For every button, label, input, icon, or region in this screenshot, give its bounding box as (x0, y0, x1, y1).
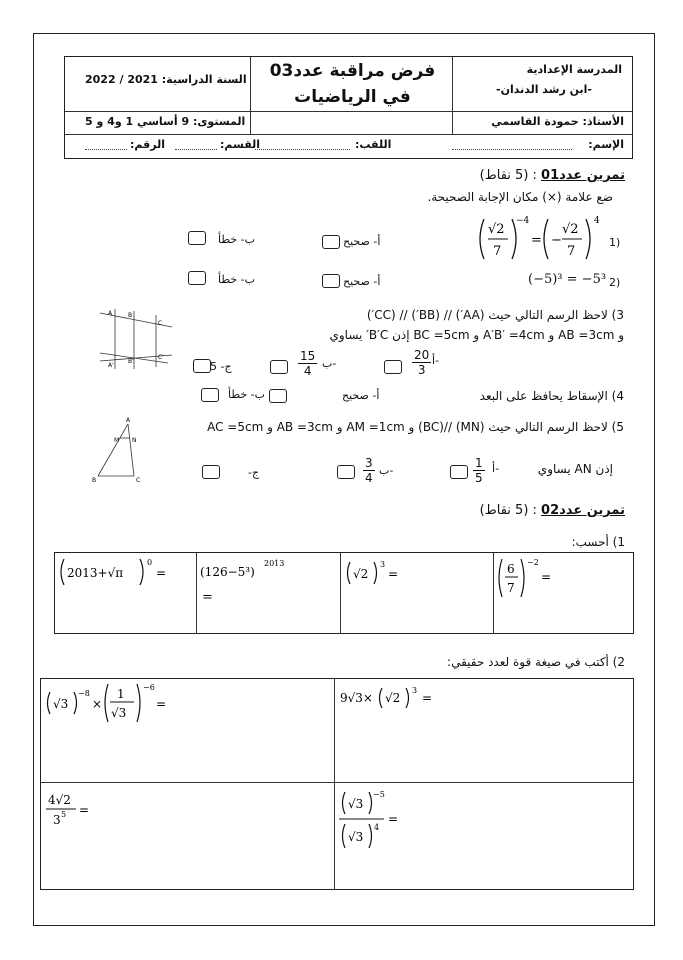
q3-option-a-label: أ- (432, 354, 440, 367)
ex2-q1-label: 1) أحسب: (571, 535, 625, 549)
q3-a-numerator: 20 (414, 348, 430, 362)
cell-2-equals: = (202, 590, 213, 605)
q3-option-b-value (298, 349, 317, 378)
fig1-label-b: B (128, 312, 133, 319)
fig2-label-m: M (114, 437, 120, 444)
power-cell-1 (44, 680, 184, 726)
q5-b-numerator: 3 (365, 456, 373, 470)
name-field[interactable] (452, 149, 572, 150)
ex2-title: تمرين عدد02 (541, 503, 625, 518)
ex2-points: : (5 نقاط) (479, 503, 537, 518)
svg-text:7: 7 (567, 244, 576, 259)
exam-title: فرض مراقبة عدد03 (269, 61, 436, 81)
svg-text:√3: √3 (348, 797, 364, 811)
number-field-label: الرقم: (130, 138, 165, 151)
svg-text:7: 7 (493, 244, 502, 259)
cell-3-equals: = (388, 567, 399, 581)
svg-text:5: 5 (61, 810, 67, 819)
ex2-q2-label: 2) أكتب في صيغة قوة لعدد حقيقي: (447, 655, 625, 669)
fig1-label-a: A (108, 310, 113, 317)
q2-false-checkbox[interactable] (188, 271, 206, 285)
svg-text:√3: √3 (53, 697, 69, 711)
svg-text:7: 7 (507, 581, 515, 595)
q4-option-false: ب- خطأ (228, 388, 265, 401)
fig1-label-a-prime: A' (108, 362, 114, 369)
svg-text:3: 3 (380, 560, 386, 569)
svg-text:−: − (551, 233, 562, 248)
ex1-heading (480, 168, 625, 183)
q4-statement: 4) الإسقاط يحافظ على البعد (479, 389, 624, 403)
q3-a-denominator: 3 (417, 363, 426, 377)
school-year: السنة الدراسية: 2021 / 2022 (85, 73, 247, 86)
q2-option-true: أ- صحيح (343, 275, 381, 288)
teacher-name: الأستاذ: حمودة القاسمي (491, 115, 624, 128)
q5-statement: 5) لاحظ الرسم التالي حيث (MN) //(BC) و AM =1cm و AB =3cm و AC =5cm (207, 420, 624, 434)
power-cell-2-equals: = (422, 691, 433, 705)
q1-option-true: أ- صحيح (343, 235, 381, 248)
power-cell-4 (336, 786, 426, 856)
svg-text:−8: −8 (78, 689, 90, 698)
power-cell-2 (338, 682, 448, 714)
school-name: -ابن رشد الدندان- (496, 83, 592, 96)
ex1-points: : (5 نقاط) (479, 168, 537, 183)
q3-b-denominator: 4 (303, 364, 312, 378)
fig1-label-b-prime: B' (128, 358, 134, 365)
svg-text:√2: √2 (562, 222, 579, 237)
surname-field-label: اللقب: (355, 138, 392, 151)
fig1-label-c: C (158, 320, 163, 327)
number-field[interactable] (85, 149, 127, 150)
svg-text:(126−5³): (126−5³) (200, 565, 255, 579)
compute-cell-4 (496, 555, 586, 601)
q5-option-a-checkbox[interactable] (450, 465, 468, 479)
svg-text:√2: √2 (385, 691, 401, 705)
cell-4-equals: = (541, 570, 552, 584)
fig1-label-c-prime: C' (158, 354, 164, 361)
svg-text:√3: √3 (348, 830, 364, 844)
svg-text:4√2: 4√2 (48, 793, 71, 807)
q3-option-a-checkbox[interactable] (384, 360, 402, 374)
svg-text:1: 1 (117, 687, 125, 701)
ex2-heading (480, 503, 625, 518)
svg-text:3: 3 (53, 813, 61, 827)
q5-question: إذن AN يساوي (537, 462, 613, 476)
svg-text:2013+√π: 2013+√π (67, 566, 124, 580)
svg-text:2013: 2013 (264, 559, 285, 568)
q5-option-a-label: أ- (492, 462, 500, 475)
power-cell-1-equals: = (156, 697, 167, 711)
q1-formula (478, 213, 606, 265)
svg-text:=: = (531, 233, 542, 248)
q3-option-a-value (412, 348, 431, 377)
fig2-label-b: B (92, 477, 97, 484)
svg-text:−5: −5 (373, 790, 385, 799)
q2-option-false: ب- خطأ (218, 273, 255, 286)
power-cell-3-equals: = (79, 803, 90, 817)
header-table (64, 56, 633, 159)
svg-text:6: 6 (507, 562, 515, 576)
q5-figure (90, 416, 146, 484)
q1-true-checkbox[interactable] (322, 235, 340, 249)
fig2-label-a: A (126, 417, 131, 424)
svg-text:0: 0 (147, 558, 153, 567)
q3-option-c: ج- 5 (210, 360, 232, 373)
ex1-instruction: ضع علامة (×) مكان الإجابة الصحيحة. (427, 190, 613, 204)
svg-text:3: 3 (412, 686, 418, 695)
svg-text:√3: √3 (111, 706, 127, 720)
q5-option-c-checkbox[interactable] (202, 465, 220, 479)
class-level: المستوى: 9 أساسي 1 و4 و 5 (85, 115, 246, 128)
q4-true-checkbox[interactable] (269, 389, 287, 403)
q3-option-b-checkbox[interactable] (270, 360, 288, 374)
svg-text:×: × (92, 697, 103, 711)
fig2-label-n: N (132, 437, 137, 444)
fig2-label-c: C (136, 477, 141, 484)
q2-true-checkbox[interactable] (322, 274, 340, 288)
q3-option-b-label: ب- (322, 357, 337, 370)
class-field[interactable] (175, 149, 217, 150)
school-label: المدرسة الإعدادية (526, 63, 622, 76)
svg-text:4: 4 (374, 823, 380, 832)
q2-number: 2) (609, 276, 621, 289)
q5-a-denominator: 5 (475, 471, 483, 485)
name-field-label: الإسم: (588, 138, 624, 151)
q3-option-c-checkbox[interactable] (193, 359, 211, 373)
power-cell-3 (44, 786, 124, 830)
q1-number: 1) (609, 236, 621, 249)
ex1-title: تمرين عدد01 (541, 168, 625, 183)
q5-option-c: ج- (248, 466, 260, 479)
svg-text:4: 4 (594, 216, 600, 226)
q3-given: و AB =3cm و A′B′ =4cm و BC =5cm إذن B′C′ يساوي (329, 328, 624, 342)
svg-text:9√3×: 9√3× (340, 691, 373, 705)
q5-option-b-checkbox[interactable] (337, 465, 355, 479)
q5-option-b-label: ب- (379, 464, 394, 477)
q3-b-numerator: 15 (300, 349, 316, 363)
compute-cell-1 (58, 555, 193, 587)
q1-expression (478, 213, 606, 269)
q4-option-true: أ- صحيح (342, 389, 380, 402)
compute-cell-3 (344, 558, 424, 588)
svg-text:−2: −2 (527, 558, 539, 567)
class-field-label: القسم: (220, 138, 261, 151)
q5-b-denominator: 4 (365, 471, 373, 485)
svg-text:√2: √2 (353, 567, 369, 581)
compute-cell-2 (198, 556, 308, 588)
power-cell-4-equals: = (388, 812, 399, 826)
q5-a-numerator: 1 (475, 456, 483, 470)
surname-field[interactable] (255, 149, 350, 150)
exam-subject: في الرياضيات (294, 87, 411, 107)
q2-expression: (−5)³ = −5³ (528, 272, 607, 287)
q4-false-checkbox[interactable] (201, 388, 219, 402)
svg-text:−4: −4 (516, 216, 530, 226)
q3-statement: 3) لاحظ الرسم التالي حيث (AA′) // (BB′) // (CC′) (366, 308, 624, 322)
q3-figure (98, 305, 180, 373)
cell-1-equals: = (156, 566, 167, 580)
svg-text:−6: −6 (143, 683, 155, 692)
q5-option-a-value (473, 456, 485, 485)
q1-false-checkbox[interactable] (188, 231, 206, 245)
svg-text:√2: √2 (488, 222, 505, 237)
q5-option-b-value (363, 456, 375, 485)
q1-option-false: ب- خطأ (218, 233, 255, 246)
